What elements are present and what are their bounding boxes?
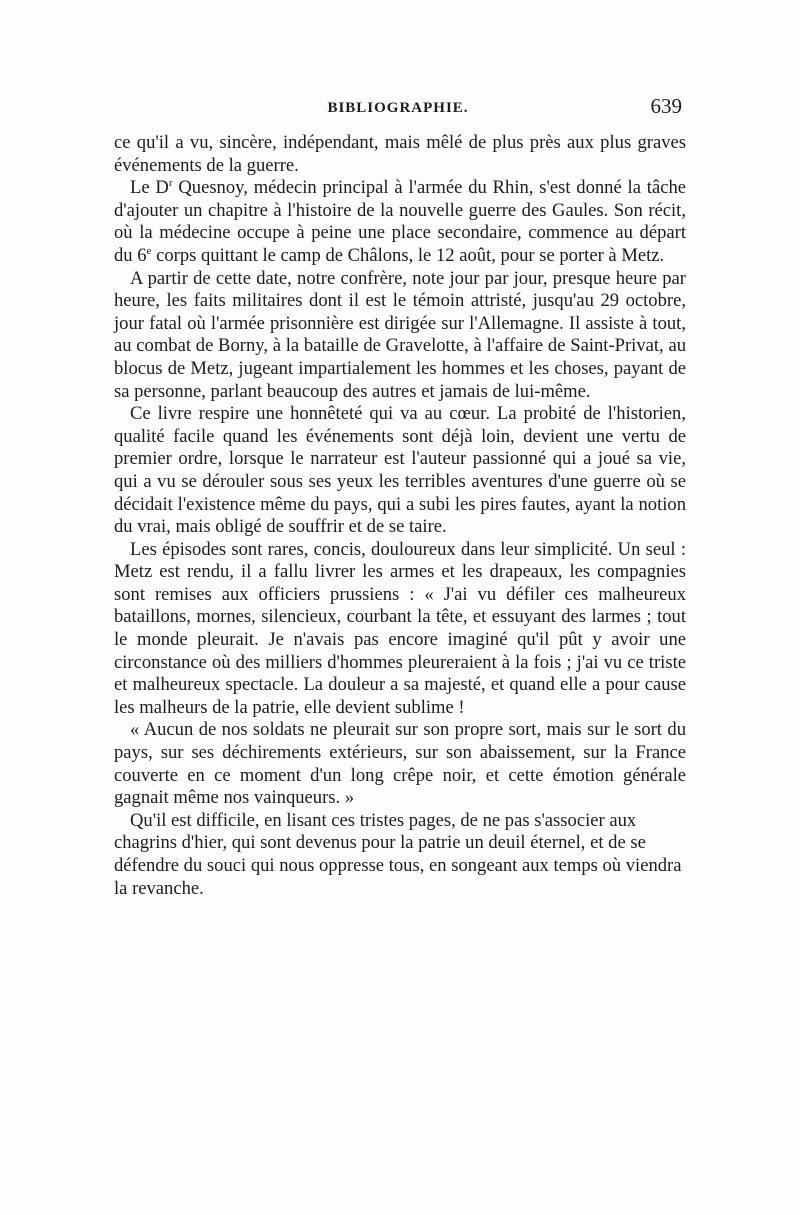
paragraph-4: Ce livre respire une honnêteté qui va au cœur. La probité de l'historien, qualité facile quand les événements sont déjà loin, devient une vertu de premier ordre, lorsque le narrateur est l'auteur passionné qui a joué sa vie, qui a vu se dérouler sous ses yeux les terribles aventures d'une guerre où se décidait l'existence même du pays, qui a subi les pires fautes, ayant la notion du vrai, mais obligé de souffrir et de se taire.: [114, 403, 686, 538]
paragraph-5: Les épisodes sont rares, concis, douloureux dans leur simplicité. Un seul : Metz est rendu, il a fallu livrer les armes et les drapeaux, les compagnies sont remises aux officiers prussiens : « J'ai vu défiler ces malheureux bataillons, mornes, silencieux, courbant la tête, et essuyant des larmes ; tout le monde pleurait. Je n'avais pas encore imaginé qu'il pût y avoir une circonstance où des milliers d'hommes pleureraient à la fois ; j'ai vu ce triste et malheureux spectacle. La douleur a sa majesté, et quand elle a pour cause les malheurs de la patrie, elle devient sublime !: [114, 538, 686, 718]
paragraph-7: Qu'il est difficile, en lisant ces tristes pages, de ne pas s'associer aux chagrins d'hier, qui sont devenus pour la patrie un deuil éternel, et de se défendre du souci qui nous oppresse tous, en songeant aux temps où viendra la revanche.: [114, 809, 682, 899]
paragraph-2-start: Le D: [130, 177, 169, 199]
paragraph-2: [114, 177, 686, 267]
paragraph-2-middle: Quesnoy, médecin principal à l'armée du Rhin, s'est donné la tâche d'ajouter un chapitre à l'histoire de la nouvelle guerre des Gaules. Son récit, où la médecine occupe à peine une place secondaire, commence au départ du 6: [114, 177, 687, 266]
body-text: [114, 132, 686, 900]
corps-superscript: e: [146, 244, 152, 257]
page-header: [112, 94, 684, 124]
running-title: BIBLIOGRAPHIE.: [327, 100, 469, 116]
doctor-superscript: r: [168, 177, 173, 189]
page-number: 639: [650, 94, 682, 118]
paragraph-3: A partir de cette date, notre confrère, note jour par jour, presque heure par heure, les faits militaires dont il est le témoin attristé, jusqu'au 29 octobre, jour fatal où l'armée prisonnière est dirigée sur l'Allemagne. Il assiste à tout, au combat de Borny, à la bataille de Gravelotte, à l'affaire de Saint-Privat, au blocus de Metz, jugeant impartialement les hommes et les choses, payant de sa personne, parlant beaucoup des autres et jamais de lui-même.: [114, 267, 686, 402]
paragraph-1: ce qu'il a vu, sincère, indépendant, mais mêlé de plus près aux plus graves événements de la guerre.: [114, 132, 686, 176]
paragraph-6-quote: « Aucun de nos soldats ne pleurait sur son propre sort, mais sur le sort du pays, sur ses déchirements extérieurs, sur son abaissement, sur la France couverte en ce moment d'un long crêpe noir, et cette émotion générale gagnait même nos vainqueurs. »: [114, 719, 686, 809]
paragraph-2-end: corps quittant le camp de Châlons, le 12 août, pour se porter à Metz.: [151, 244, 665, 266]
